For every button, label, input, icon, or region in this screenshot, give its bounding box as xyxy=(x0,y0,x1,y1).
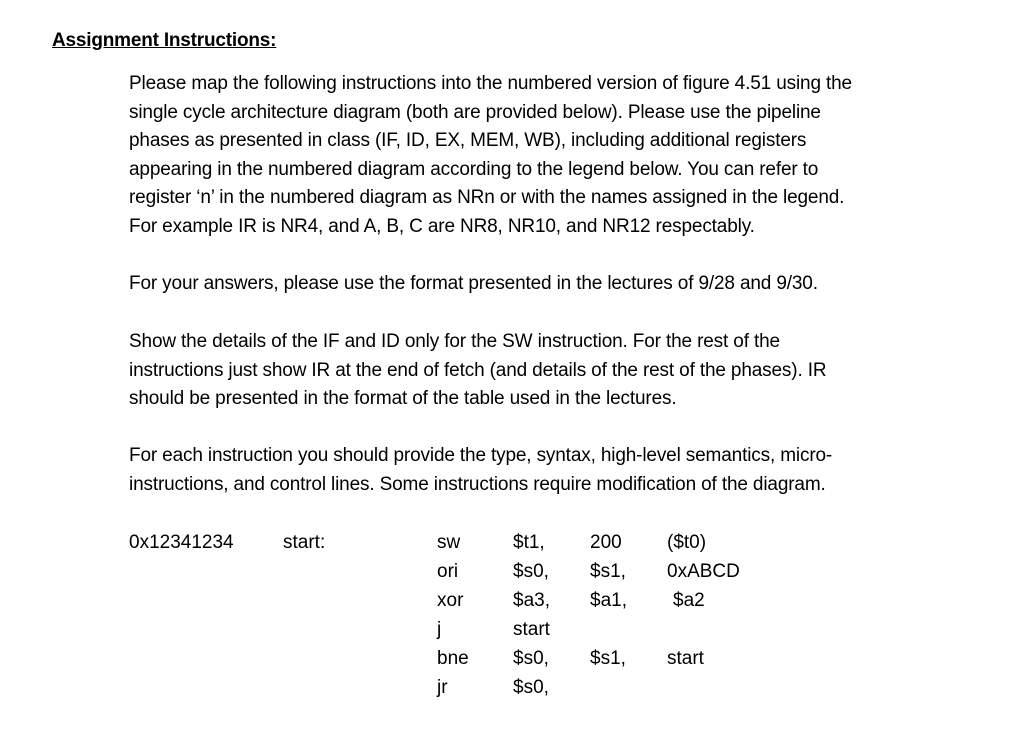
instruction-opcode: xor xyxy=(437,590,464,611)
instruction-opcode: ori xyxy=(437,561,459,582)
instruction-operand-3: 0xABCD xyxy=(667,561,740,582)
program-label: start: xyxy=(283,532,326,553)
instruction-operand-2: 200 xyxy=(590,532,622,553)
instruction-opcode: jr xyxy=(437,677,448,698)
paragraph-line: phases as presented in class (IF, ID, EX, MEM, WB), including additional registers xyxy=(129,130,807,152)
paragraph-line: Please map the following instructions into the numbered version of figure 4.51 using the xyxy=(129,73,852,94)
paragraph-line: appearing in the numbered diagram according to the legend below. You can refer to xyxy=(129,158,819,180)
assignment-heading: Assignment Instructions: xyxy=(52,30,277,51)
instruction-operand-1: start xyxy=(513,619,550,640)
instruction-operand-1: $s0, xyxy=(513,677,549,698)
instruction-operand-2: $a1, xyxy=(590,590,627,611)
instruction-opcode: bne xyxy=(437,648,469,669)
paragraph-line: instructions, and control lines. Some instructions require modification of the diagram. xyxy=(129,473,826,495)
paragraph-line: single cycle architecture diagram (both are provided below). Please use the pipeline xyxy=(129,101,821,123)
instructions-paragraph-details xyxy=(129,328,989,414)
instruction-operand-2: $s1, xyxy=(590,648,626,669)
paragraph-line: register ‘n’ in the numbered diagram as NRn or with the names assigned in the legend. xyxy=(129,187,845,209)
paragraph-line: instructions just show IR at the end of fetch (and details of the rest of the phases). IR xyxy=(129,359,827,381)
instruction-operand-1: $s0, xyxy=(513,648,549,669)
instruction-operand-3: ($t0) xyxy=(667,532,707,553)
instruction-operand-1: $s0, xyxy=(513,561,549,582)
instruction-operand-1: $a3, xyxy=(513,590,550,611)
instructions-paragraph-format xyxy=(129,270,989,299)
program-address: 0x12341234 xyxy=(129,532,234,553)
instruction-operand-2: $s1, xyxy=(590,561,626,582)
instruction-operand-1: $t1, xyxy=(513,532,545,553)
instruction-opcode: j xyxy=(437,619,442,640)
instructions-paragraph-requirements xyxy=(129,442,989,499)
paragraph-line: For example IR is NR4, and A, B, C are NR8, NR10, and NR12 respectably. xyxy=(129,215,755,237)
paragraph-line: should be presented in the format of the table used in the lectures. xyxy=(129,388,677,410)
paragraph-line: For your answers, please use the format presented in the lectures of 9/28 and 9/30. xyxy=(129,273,818,294)
paragraph-line: Show the details of the IF and ID only for the SW instruction. For the rest of the xyxy=(129,331,780,352)
instruction-opcode: sw xyxy=(437,532,461,553)
instruction-operand-3: $a2 xyxy=(673,590,705,611)
paragraph-line: For each instruction you should provide the type, syntax, high-level semantics, micro- xyxy=(129,445,833,466)
instruction-operand-3: start xyxy=(667,648,704,669)
instructions-paragraph-mapping xyxy=(129,70,989,242)
